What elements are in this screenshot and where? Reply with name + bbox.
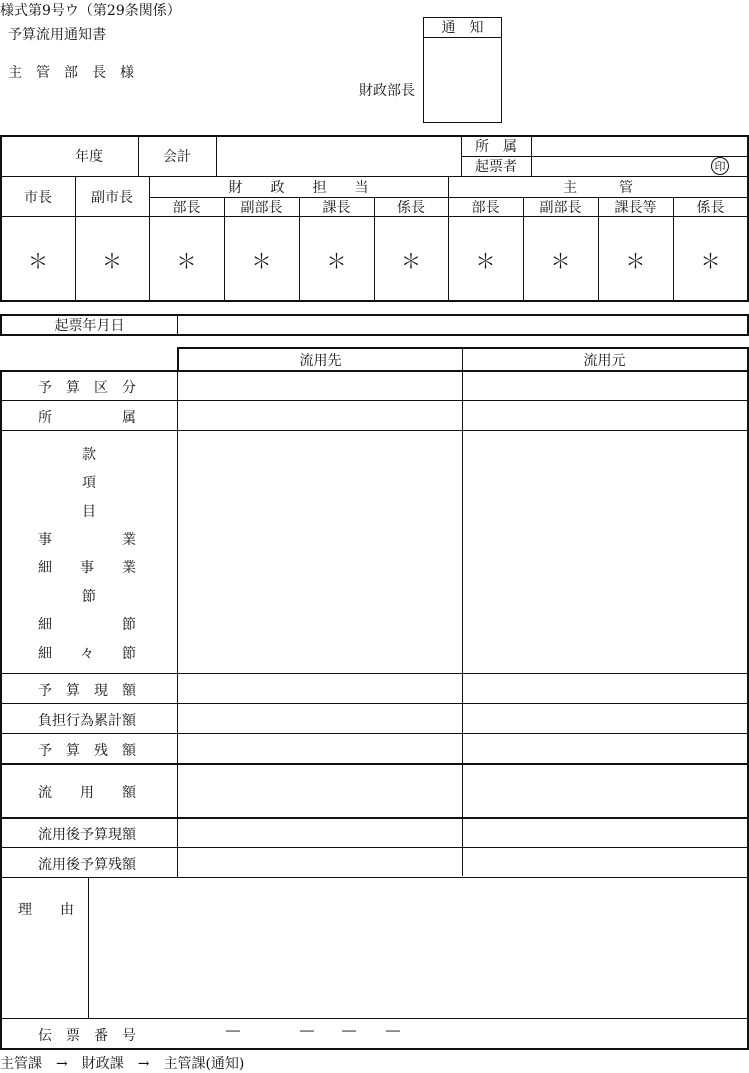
row-current-budget: 予 算 現 額 [38, 683, 136, 699]
row-transfer-amount: 流 用 額 [38, 785, 136, 801]
dept-col-4: 係長 [696, 199, 725, 216]
approval-cell-dept-3: ＊ [625, 248, 646, 273]
transfer-to-header: 流用先 [299, 352, 342, 369]
finance-col-4: 係長 [397, 199, 425, 216]
slip-number-label: 伝 票 番 号 [38, 1028, 136, 1044]
approval-cell-finance-2: ＊ [251, 248, 272, 273]
notice-label: 通 知 [441, 20, 484, 36]
row-remaining: 予 算 残 額 [38, 743, 136, 759]
transfer-from-header: 流用元 [583, 352, 626, 369]
row-kou: 項 [82, 475, 96, 491]
seal-mark [708, 156, 732, 176]
dept-group-label: 主 管 [563, 180, 633, 196]
row-affiliation: 所 属 [38, 410, 136, 426]
row-budget-category: 予 算 区 分 [38, 380, 136, 396]
finance-col-2: 副部長 [240, 199, 283, 216]
row-post-remaining: 流用後予算残額 [38, 857, 136, 873]
approval-cell-dept-1: ＊ [475, 248, 496, 273]
slip-dash-1: ― [226, 1023, 240, 1039]
mayor-label: 市長 [24, 189, 52, 206]
row-kan: 款 [82, 447, 96, 463]
form-number: 様式第9号ウ（第29条関係） [0, 3, 181, 19]
row-cumulative: 負担行為累計額 [38, 713, 136, 729]
slip-dash-2: ― [300, 1023, 314, 1039]
dept-col-3: 課長等 [614, 199, 657, 216]
draft-date-label: 起票年月日 [54, 318, 125, 334]
row-setsu: 節 [82, 589, 96, 605]
affiliation-label: 所 属 [475, 139, 517, 155]
row-sai-jigyou: 細 事 業 [38, 560, 136, 576]
approval-cell-finance-3: ＊ [326, 248, 347, 273]
row-jigyou: 事 業 [38, 532, 136, 548]
finance-col-3: 課長 [322, 199, 351, 216]
routing-note: 主管課 → 財政課 → 主管課(通知) [0, 1056, 245, 1072]
row-saisai-setsu: 細 々 節 [38, 646, 136, 662]
addressee: 主 管 部 長 様 [8, 65, 134, 81]
year-label: 年度 [75, 149, 103, 165]
row-sai-setsu: 細 節 [38, 617, 136, 633]
slip-dash-4: ― [386, 1023, 400, 1039]
finance-group-label: 財 政 担 当 [228, 180, 369, 196]
approval-cell-finance-1: ＊ [176, 248, 197, 273]
deputy-mayor-label: 副市長 [91, 189, 133, 206]
document-title: 予算流用通知書 [8, 27, 106, 43]
drafter-label: 起票者 [475, 159, 517, 175]
dept-col-2: 副部長 [539, 199, 582, 216]
approval-cell-dept-2: ＊ [550, 248, 571, 273]
approval-cell-dept-4: ＊ [700, 248, 721, 273]
dept-col-1: 部長 [471, 199, 500, 216]
seal-icon: 印 [711, 157, 729, 175]
slip-dash-3: ― [342, 1023, 356, 1039]
reason-label: 理 由 [18, 902, 74, 918]
approval-cell-finance-4: ＊ [401, 248, 421, 273]
approval-cell-mayor: ＊ [28, 248, 48, 273]
account-label: 会計 [163, 149, 191, 165]
approval-cell-deputy-mayor: ＊ [102, 248, 122, 273]
sender: 財政部長 [359, 83, 415, 99]
row-post-current: 流用後予算現額 [38, 827, 136, 843]
row-moku: 目 [82, 504, 96, 520]
finance-col-1: 部長 [172, 199, 201, 216]
